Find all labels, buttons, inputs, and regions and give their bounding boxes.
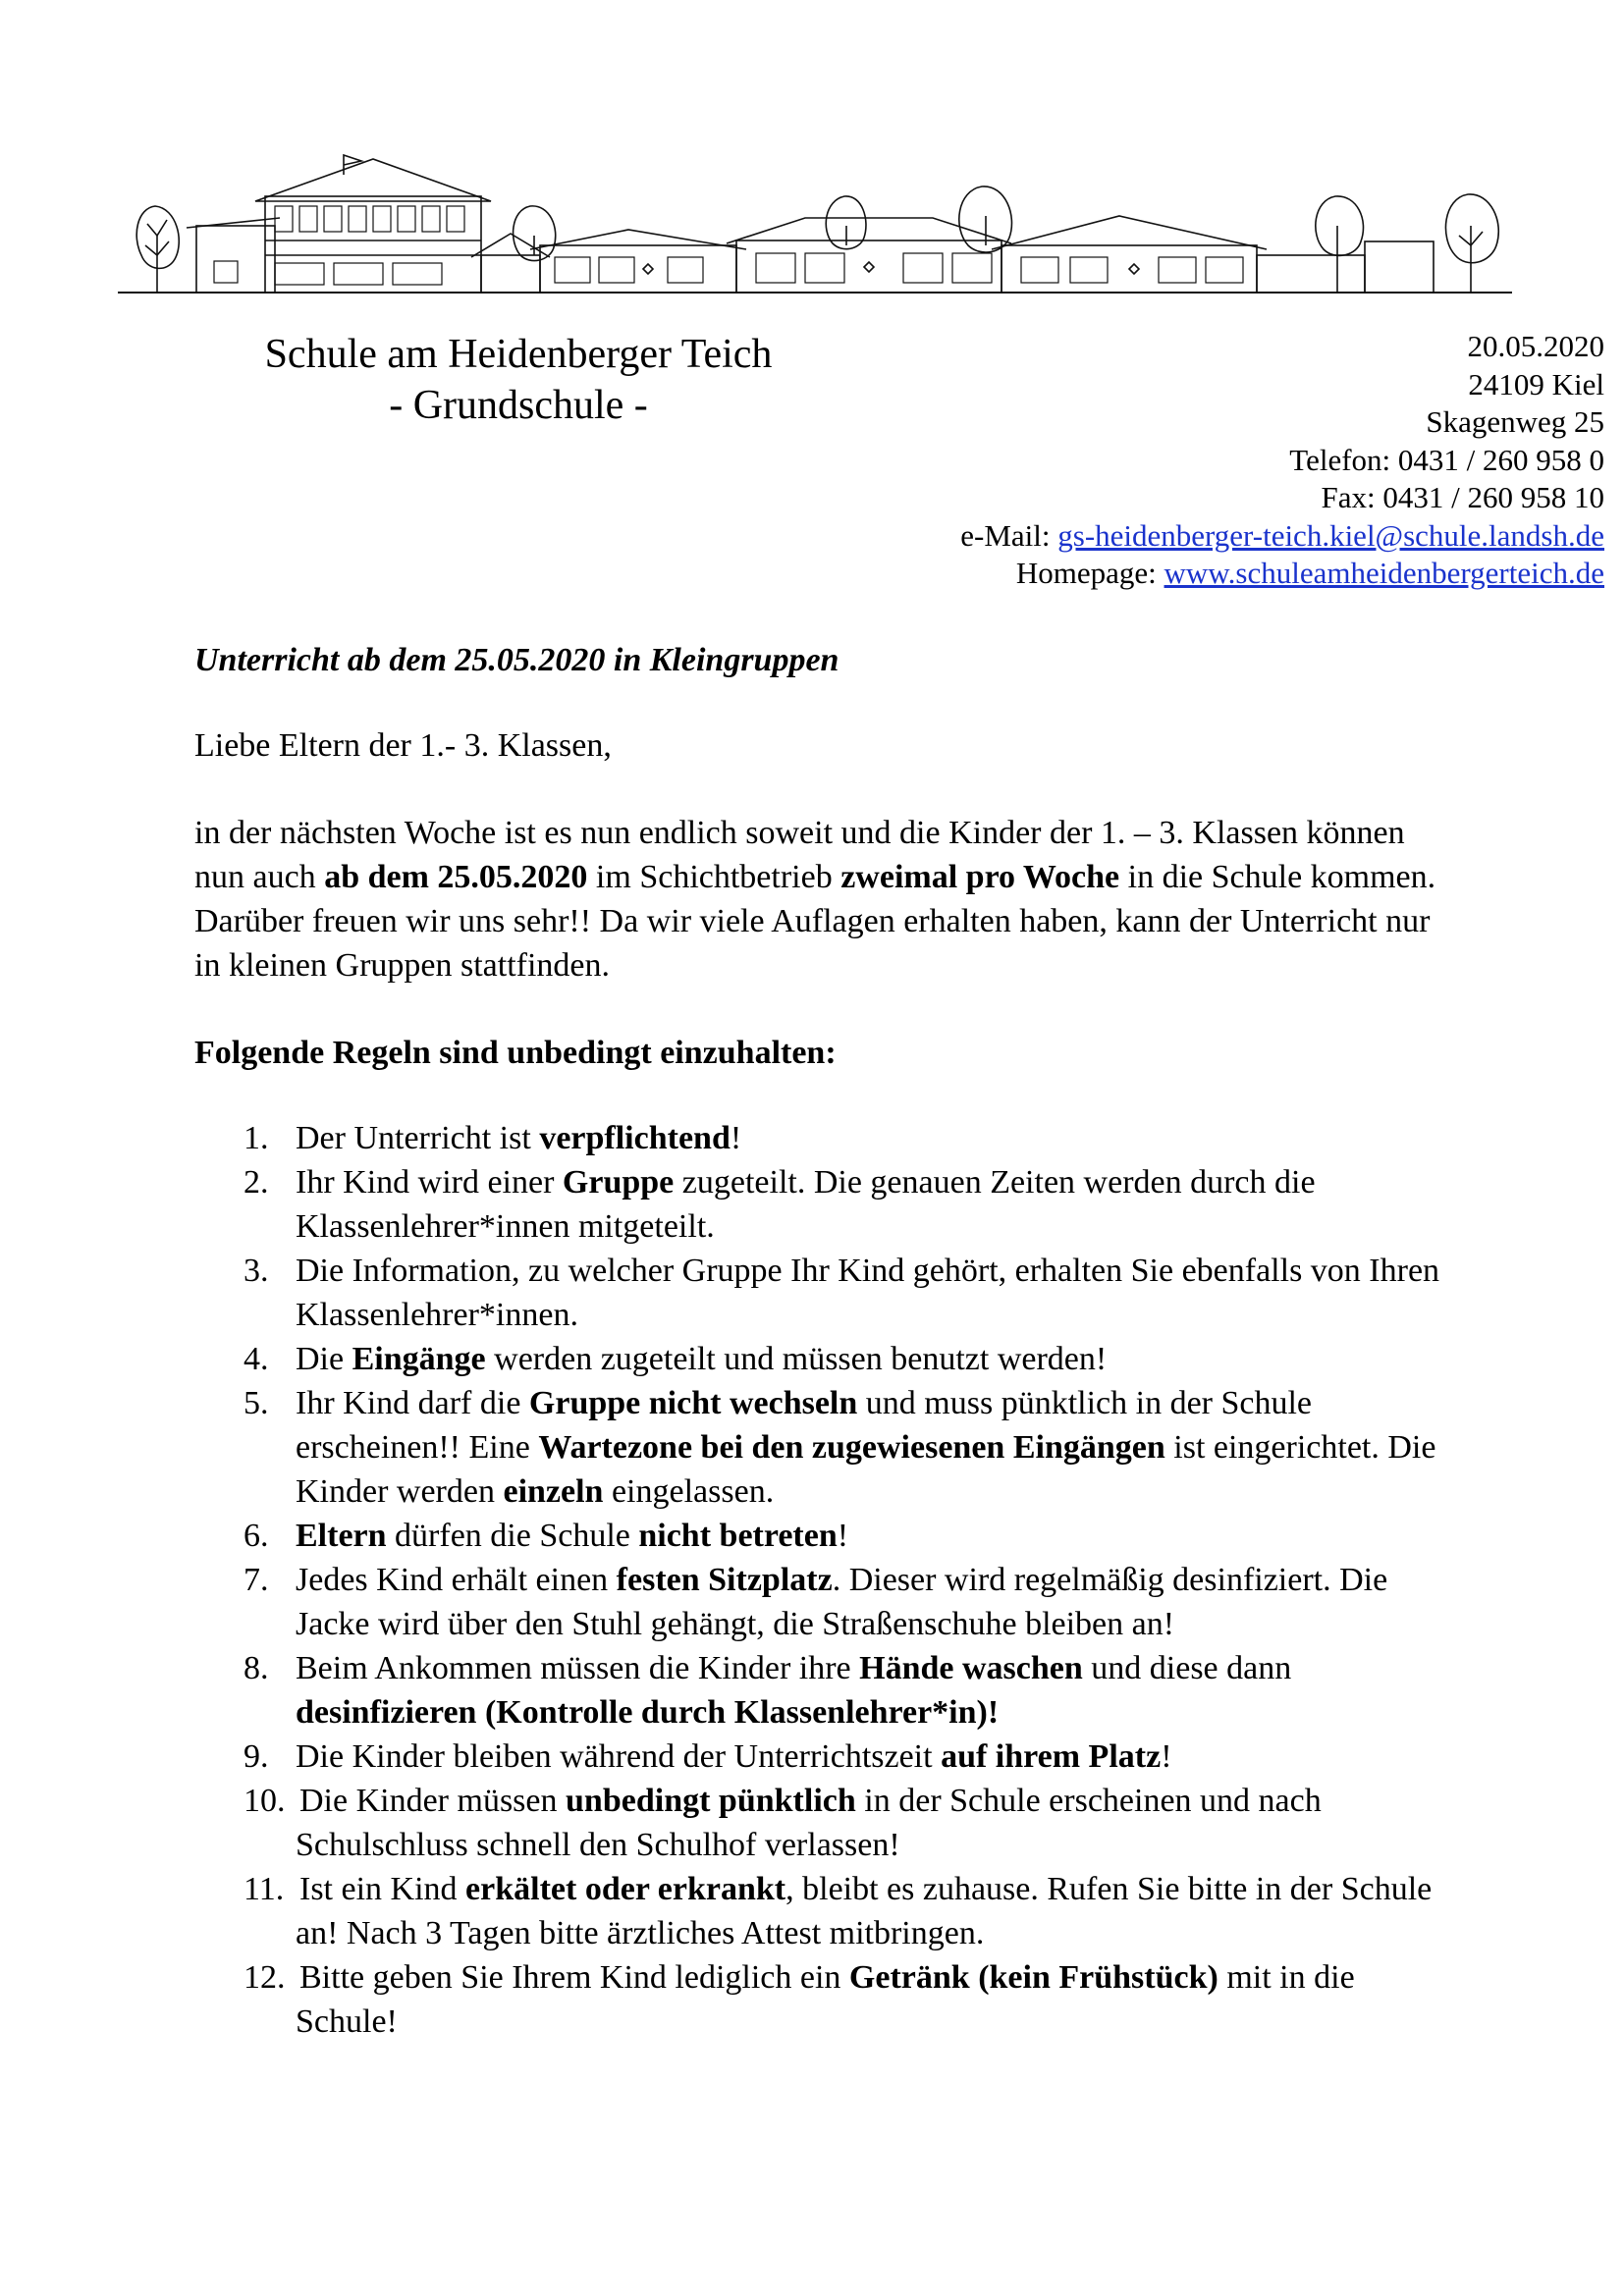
body-text: Jedes Kind erhält einen — [296, 1562, 617, 1598]
salutation: Liebe Eltern der 1.- 3. Klassen, — [194, 727, 612, 764]
rule-number: 9. — [244, 1738, 269, 1775]
rule-text — [296, 1385, 1435, 1510]
intro-paragraph — [194, 811, 1461, 988]
body-text: Die — [296, 1341, 352, 1377]
rule-number: 3. — [244, 1253, 269, 1289]
rule-number: 11. — [244, 1871, 285, 1907]
body-text: in der Schule erscheinen und nach Schulschluss schnell den Schulhof verlassen! — [296, 1783, 1322, 1863]
body-text: Die Kinder bleiben während der Unterrichtszeit — [296, 1738, 942, 1775]
address-street: Skagenweg 25 — [1426, 404, 1604, 439]
body-text: zugeteilt. Die genauen Zeiten werden durch die Klassenlehrer*innen mitgeteilt. — [296, 1164, 1316, 1245]
emphasis-text: Getränk (kein Frühstück) — [848, 1959, 1218, 1996]
body-text: Der Unterricht ist — [296, 1120, 540, 1156]
tree-center-icon — [826, 187, 1011, 252]
rule-number: 4. — [244, 1341, 269, 1377]
homepage-link[interactable]: www.schuleamheidenbergerteich.de — [1164, 556, 1604, 590]
emphasis-text: erkältet oder erkrankt — [465, 1871, 786, 1907]
email-label: e-Mail: — [960, 517, 1058, 553]
rule-number: 1. — [244, 1120, 269, 1156]
body-text: Die Information, zu welcher Gruppe Ihr Kind gehört, erhalten Sie ebenfalls von Ihren Klassenlehrer*innen. — [296, 1253, 1440, 1333]
tree-left-icon — [136, 206, 179, 293]
emphasis-text: unbedingt pünktlich — [566, 1783, 856, 1819]
body-text: Bitte geben Sie Ihrem Kind lediglich ein — [299, 1959, 849, 1996]
rule-number: 5. — [244, 1385, 269, 1421]
school-name-block — [244, 329, 793, 431]
emphasis-text: einzeln — [503, 1473, 604, 1510]
address-city: 24109 Kiel — [1468, 366, 1604, 401]
rule-number: 6. — [244, 1518, 269, 1554]
rule-text — [296, 1518, 848, 1554]
emphasis-text: auf ihrem Platz — [941, 1738, 1162, 1775]
school-name: Schule am Heidenberger Teich — [264, 332, 773, 377]
rule-item — [194, 1337, 1461, 1381]
body-text: in der nächsten Woche ist es nun endlich soweit und die Kinder der 1. – 3. Klassen können nun auch — [194, 815, 1405, 895]
body-text: Ist ein Kind — [299, 1871, 466, 1907]
rule-number: 12. — [244, 1959, 286, 1996]
rule-text — [296, 1783, 1322, 1863]
emphasis-text: ab dem 25.05.2020 — [324, 859, 588, 895]
rule-item — [194, 1646, 1461, 1735]
rule-text — [296, 1871, 1432, 1951]
emphasis-text: Eltern — [296, 1518, 387, 1554]
rule-number: 2. — [244, 1164, 269, 1201]
letter-date: 20.05.2020 — [1467, 329, 1604, 363]
body-text: Ihr Kind wird einer — [296, 1164, 563, 1201]
rule-item — [194, 1160, 1461, 1249]
body-text: ist eingerichtet. Die Kinder werden — [296, 1429, 1436, 1510]
body-text: eingelassen. — [603, 1473, 775, 1510]
emphasis-text: Gruppe nicht wechseln — [528, 1385, 858, 1421]
rule-text — [296, 1164, 1316, 1245]
rule-number: 10. — [244, 1783, 286, 1819]
homepage-line — [960, 555, 1604, 593]
body-text: ! — [1161, 1738, 1172, 1775]
tree-middle-icon — [514, 206, 556, 261]
email-line — [960, 517, 1604, 556]
rule-item — [194, 1558, 1461, 1646]
fax-number: Fax: 0431 / 260 958 10 — [1321, 480, 1604, 514]
emphasis-text: zweimal pro Woche — [840, 859, 1120, 895]
rule-item — [194, 1867, 1461, 1955]
rule-item — [194, 1249, 1461, 1337]
main-building — [187, 155, 491, 293]
body-text: ! — [837, 1518, 849, 1554]
rules-list — [194, 1116, 1461, 2044]
school-type: - Grundschule - — [389, 383, 648, 428]
rule-text — [296, 1253, 1439, 1333]
body-text: in die Schule kommen. Darüber freuen wir uns sehr!! Da wir viele Auflagen erhalten haben, kann der Unterricht nur in kleinen Gruppen stattfinden. — [194, 859, 1436, 984]
emphasis-text: Eingänge — [352, 1341, 486, 1377]
email-link[interactable]: gs-heidenberger-teich.kiel@schule.landsh.de — [1057, 517, 1604, 553]
emphasis-text: Hände waschen — [859, 1650, 1083, 1686]
pavilion-center — [727, 218, 1011, 293]
contact-block — [960, 328, 1604, 593]
rule-item — [194, 1955, 1461, 2044]
body-text: und diese dann — [1082, 1650, 1292, 1686]
pavilion-left — [471, 230, 746, 293]
rule-item — [194, 1116, 1461, 1160]
body-text: . Dieser wird regelmäßig desinfiziert. Die Jacke wird über den Stuhl gehängt, die Straßenschuhe bleiben an! — [296, 1562, 1388, 1642]
rule-item — [194, 1735, 1461, 1779]
letter-subject: Unterricht ab dem 25.05.2020 in Kleingruppen — [194, 642, 839, 678]
tree-right-icon — [1316, 194, 1498, 293]
rule-text — [296, 1650, 1291, 1731]
body-text: ! — [730, 1120, 742, 1156]
body-text: werden zugeteilt und müssen benutzt werden! — [485, 1341, 1108, 1377]
rule-text — [296, 1341, 1107, 1377]
rule-text — [296, 1959, 1355, 2040]
letter-body — [194, 638, 1461, 2044]
rule-text — [296, 1738, 1172, 1775]
emphasis-text: verpflichtend — [539, 1120, 731, 1156]
phone-number: Telefon: 0431 / 260 958 0 — [1289, 442, 1604, 477]
body-text: mit in die Schule! — [296, 1959, 1355, 2040]
body-text: im Schichtbetrieb — [587, 859, 841, 895]
homepage-label: Homepage: — [1015, 556, 1164, 590]
rule-item — [194, 1381, 1461, 1514]
rule-text — [296, 1120, 741, 1156]
emphasis-text: nicht betreten — [638, 1518, 838, 1554]
body-text: Ihr Kind darf die — [296, 1385, 529, 1421]
emphasis-text: Gruppe — [562, 1164, 675, 1201]
rule-text — [296, 1562, 1387, 1642]
emphasis-text: desinfizieren (Kontrolle durch Klassenlehrer*in)! — [296, 1694, 1000, 1731]
rule-item — [194, 1514, 1461, 1558]
body-text: und muss pünktlich in der Schule erscheinen!! Eine — [296, 1385, 1313, 1466]
emphasis-text: festen Sitzplatz — [616, 1562, 833, 1598]
rule-item — [194, 1779, 1461, 1867]
rule-number: 7. — [244, 1562, 269, 1598]
pavilion-right — [992, 216, 1434, 293]
rule-number: 8. — [244, 1650, 269, 1686]
school-building-illustration — [118, 147, 1512, 304]
body-text: , bleibt es zuhause. Rufen Sie bitte in der Schule an! Nach 3 Tagen bitte ärztliches Attest mitbringen. — [296, 1871, 1433, 1951]
body-text: Die Kinder müssen — [299, 1783, 567, 1819]
rules-heading: Folgende Regeln sind unbedingt einzuhalten: — [194, 1035, 837, 1071]
emphasis-text: Wartezone bei den zugewiesenen Eingängen — [538, 1429, 1165, 1466]
body-text: Beim Ankommen müssen die Kinder ihre — [296, 1650, 860, 1686]
body-text: dürfen die Schule — [386, 1518, 639, 1554]
